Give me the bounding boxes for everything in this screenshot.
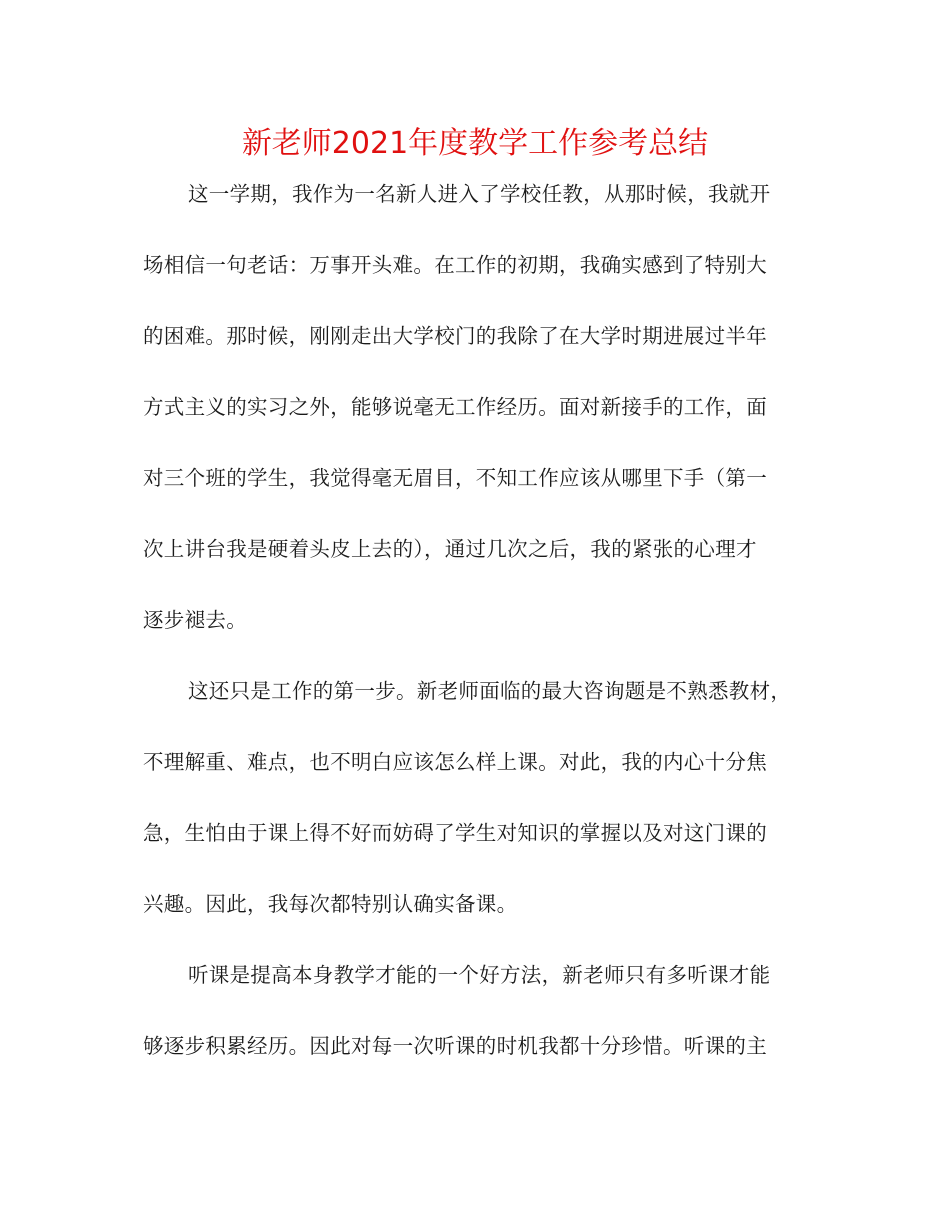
paragraph-line: 急，生怕由于课上得不好而妨碍了学生对知识的掌握以及对这门课的 <box>143 821 767 845</box>
paragraph-line: 听课是提高本身教学才能的一个好方法，新老师只有多听课才能 <box>188 963 771 987</box>
paragraph-line: 这还只是工作的第一步。新老师面临的最大咨询题是不熟悉教材， <box>188 679 792 703</box>
paragraph-line: 的困难。那时候，刚刚走出大学校门的我除了在大学时期进展过半年 <box>143 324 767 348</box>
paragraph-line: 逐步褪去。 <box>143 608 247 632</box>
paragraph-line: 方式主义的实习之外，能够说毫无工作经历。面对新接手的工作，面 <box>143 395 767 419</box>
document-title: 新老师2021年度教学工作参考总结 <box>241 126 709 161</box>
paragraph-line: 这一学期，我作为一名新人进入了学校任教，从那时候，我就开 <box>188 182 771 206</box>
paragraph-line: 够逐步积累经历。因此对每一次听课的时机我都十分珍惜。听课的主 <box>143 1034 767 1058</box>
document-body <box>143 172 803 1095</box>
paragraph-line: 不理解重、难点，也不明白应该怎么样上课。对此，我的内心十分焦 <box>143 750 767 774</box>
paragraph-line: 兴趣。因此，我每次都特别认确实备课。 <box>143 892 518 916</box>
paragraph-line: 次上讲台我是硬着头皮上去的），通过几次之后，我的紧张的心理才 <box>143 537 757 561</box>
paragraph-line: 对三个班的学生，我觉得毫无眉目，不知工作应该从哪里下手（第一 <box>143 466 767 490</box>
paragraph-line: 场相信一句老话：万事开头难。在工作的初期，我确实感到了特别大 <box>143 253 767 277</box>
